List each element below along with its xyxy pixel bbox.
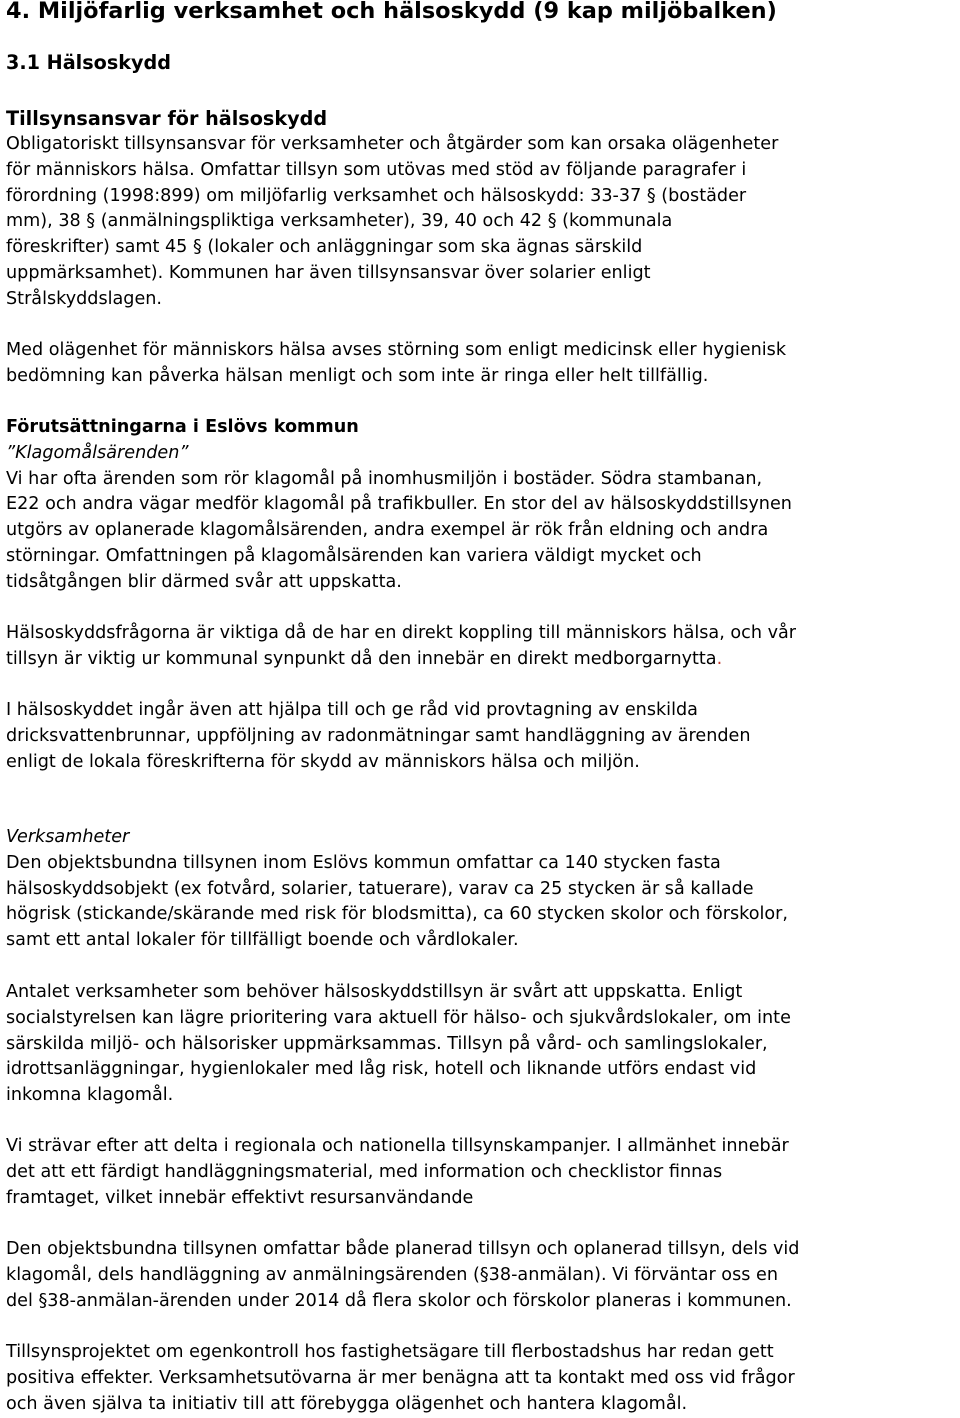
text-line: framtaget, vilket innebär effektivt resursanvändande bbox=[6, 1187, 474, 1208]
paragraph-verksamheter bbox=[6, 825, 788, 954]
text-line: Med olägenhet för människors hälsa avses störning som enligt medicinsk eller hygienisk bbox=[6, 340, 787, 360]
chapter-title: 4. Miljöfarlig verksamhet och hälsoskydd (9 kap miljöbalken) bbox=[6, 0, 777, 24]
paragraph-tillsynsprojekt bbox=[6, 1340, 795, 1417]
paragraph-radgivning bbox=[6, 698, 751, 775]
paragraph-subheading: ”Klagomålsärenden” bbox=[6, 442, 189, 463]
text-line: särskilda miljö- och hälsorisker uppmärksammas. Tillsyn på vård- och samlingslokaler, bbox=[6, 1033, 768, 1054]
text-line: klagomål, dels handläggning av anmälningsärenden (§38-anmälan). Vi förväntar oss en bbox=[6, 1264, 778, 1285]
text-line: Tillsynsprojektet om egenkontroll hos fastighetsägare till flerbostadshus har redan gett bbox=[6, 1342, 774, 1362]
text-line: det att ett färdigt handläggningsmaterial, med information och checklistor finnas bbox=[6, 1161, 723, 1182]
paragraph-halsoskyddsfragor bbox=[6, 621, 796, 673]
text-line: högrisk (stickande/skärande med risk för blodsmitta), ca 60 stycken skolor och förskolor, bbox=[6, 904, 788, 925]
paragraph-objektsbunden-tillsyn bbox=[6, 1237, 799, 1314]
paragraph-heading: Verksamheter bbox=[6, 827, 130, 847]
text-line: tidsåtgången blir därmed svår att uppskatta. bbox=[6, 571, 402, 592]
text-line: E22 och andra vägar medför klagomål på trafikbuller. En stor del av hälsoskyddstillsynen bbox=[6, 494, 792, 515]
text-line: socialstyrelsen kan lägre prioritering vara aktuell för hälso- och sjukvårdslokaler, om inte bbox=[6, 1007, 791, 1028]
paragraph-antal-verksamheter bbox=[6, 980, 791, 1109]
text-line: idrottsanläggningar, hygienlokaler med låg risk, hotell och liknande utförs endast vid bbox=[6, 1059, 757, 1080]
red-period: . bbox=[716, 648, 723, 669]
text-line: bedömning kan påverka hälsan menligt och som inte är ringa eller helt tillfällig. bbox=[6, 365, 709, 386]
text-line: störningar. Omfattningen på klagomålsärenden kan variera väldigt mycket och bbox=[6, 545, 702, 566]
text-line: samt ett antal lokaler för tillfälligt boende och vårdlokaler. bbox=[6, 930, 519, 951]
text-line: enligt de lokala föreskrifterna för skydd av människors hälsa och miljön. bbox=[6, 751, 640, 772]
text-line: Obligatoriskt tillsynsansvar för verksamheter och åtgärder som kan orsaka olägenheter bbox=[6, 134, 779, 154]
text-line: hälsoskyddsobjekt (ex fotvård, solarier, tatuerare), varav ca 25 stycken är så kallade bbox=[6, 878, 754, 899]
text-line: positiva effekter. Verksamhetsutövarna är mer benägna att ta kontakt med oss vid frågor bbox=[6, 1367, 795, 1388]
text-line: och även själva ta initiativ till att förebygga olägenhet och hantera klagomål. bbox=[6, 1393, 688, 1414]
paragraph-forutsattningar bbox=[6, 415, 792, 596]
text-line: förordning (1998:899) om miljöfarlig verksamhet och hälsoskydd: 33-37 § (bostäder bbox=[6, 185, 747, 206]
text-line: Vi strävar efter att delta i regionala och nationella tillsynskampanjer. I allmänhet innebär bbox=[6, 1136, 789, 1156]
paragraph-heading: Tillsynsansvar för hälsoskydd bbox=[6, 107, 328, 130]
text-line: Vi har ofta ärenden som rör klagomål på inomhusmiljön i bostäder. Södra stambanan, bbox=[6, 468, 763, 489]
text-line: Antalet verksamheter som behöver hälsoskyddstillsyn är svårt att uppskatta. Enligt bbox=[6, 982, 743, 1002]
text-line bbox=[6, 647, 796, 673]
text-line: Hälsoskyddsfrågorna är viktiga då de har en direkt koppling till människors hälsa, och vår bbox=[6, 623, 796, 643]
text-line: I hälsoskyddet ingår även att hjälpa till och ge råd vid provtagning av enskilda bbox=[6, 700, 698, 720]
text-line: inkomna klagomål. bbox=[6, 1085, 174, 1106]
text-line: föreskrifter) samt 45 § (lokaler och anläggningar som ska ägnas särskild bbox=[6, 237, 643, 258]
text-line: för människors hälsa. Omfattar tillsyn som utövas med stöd av följande paragrafer i bbox=[6, 159, 747, 180]
text-line: del §38-anmälan-ärenden under 2014 då flera skolor och förskolor planeras i kommunen. bbox=[6, 1290, 792, 1311]
text-line: dricksvattenbrunnar, uppföljning av radonmätningar samt handläggning av ärenden bbox=[6, 725, 751, 746]
text-segment: tillsyn är viktig ur kommunal synpunkt då den innebär en direkt medborgarnytta bbox=[6, 648, 717, 669]
paragraph-heading: Förutsättningarna i Eslövs kommun bbox=[6, 417, 359, 437]
paragraph-kampanjer bbox=[6, 1134, 789, 1211]
text-line: Strålskyddslagen. bbox=[6, 288, 163, 309]
paragraph-tillsynsansvar bbox=[6, 106, 778, 313]
text-line: mm), 38 § (anmälningspliktiga verksamheter), 39, 40 och 42 § (kommunala bbox=[6, 211, 673, 232]
text-line: Den objektsbundna tillsynen inom Eslövs kommun omfattar ca 140 stycken fasta bbox=[6, 852, 721, 873]
paragraph-olagenhet bbox=[6, 338, 786, 390]
text-line: uppmärksamhet). Kommunen har även tillsynsansvar över solarier enligt bbox=[6, 262, 651, 283]
section-title: 3.1 Hälsoskydd bbox=[6, 51, 172, 74]
text-line: Den objektsbundna tillsynen omfattar både planerad tillsyn och oplanerad tillsyn, dels vid bbox=[6, 1239, 800, 1259]
text-line: utgörs av oplanerade klagomålsärenden, andra exempel är rök från eldning och andra bbox=[6, 520, 769, 541]
